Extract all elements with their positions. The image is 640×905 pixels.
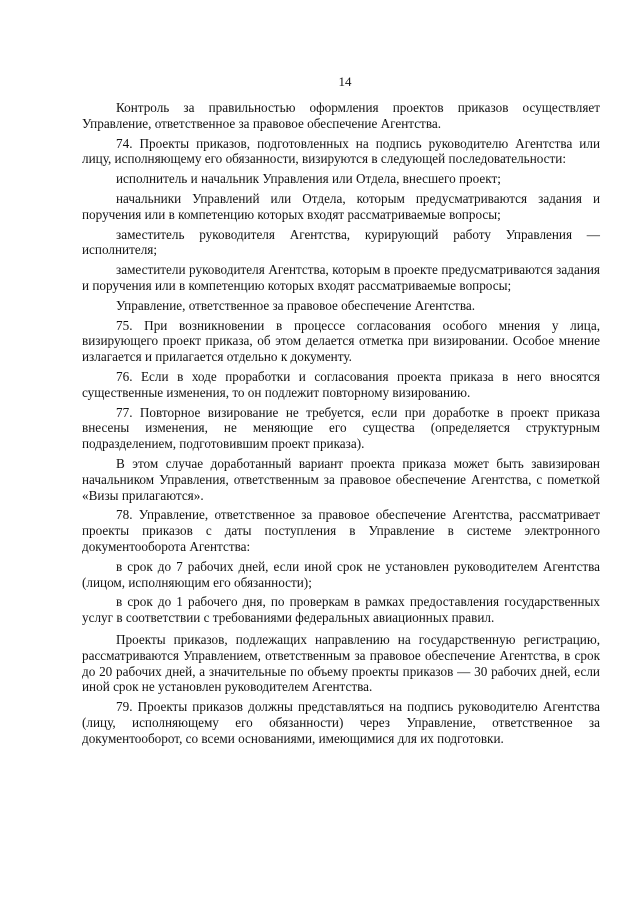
document-body [82,100,600,746]
paragraph-78: 78. Управление, ответственное за правовое обеспечение Агентства, рассматривает проекты приказов с даты поступления в Управление в системе электронного документооборота Агентства: [82,507,600,554]
list-item-deputies: заместители руководителя Агентства, которым в проекте предусматриваются задания и поручения или в компетенцию которых входят рассматриваемые вопросы; [82,262,600,293]
list-item-7-days: в срок до 7 рабочих дней, если иной срок не установлен руководителем Агентства (лицом, исполняющим его обязанности); [82,558,600,590]
paragraph-registration: Проекты приказов, подлежащих направлению на государственную регистрацию, рассматриваются Управлением, ответственным за правовое обеспечение Агентства, в срок до 20 рабочих дней, а значительные по объему проекты приказов — 30 рабочих дней, если иной срок не установлен руководителем Агентства. [82,631,600,695]
paragraph-77-continued: В этом случае доработанный вариант проекта приказа может быть завизирован начальником Управления, ответственным за правовое обеспечение Агентства, с пометкой «Визы прилагаются». [82,455,600,503]
list-item-department-heads: начальники Управлений или Отдела, которым предусматриваются задания и поручения или в компетенцию которых входят рассматриваемые вопросы; [82,190,600,222]
list-item-1-day: в срок до 1 рабочего дня, по проверкам в рамках предоставления государственных услуг в соответствии с требованиями федеральных авиационных правил. [82,594,600,626]
paragraph-76: 76. Если в ходе проработки и согласования проекта приказа в него вносятся существенные изменения, то он подлежит повторному визированию. [82,368,600,400]
list-item-executor: исполнитель и начальник Управления или Отдела, внесшего проект; [116,171,501,187]
page-number: 14 [338,74,352,89]
paragraph-79: 79. Проекты приказов должны представляться на подпись руководителю Агентства (лицу, исполняющему его обязанности) через Управление, ответственное за документооборот, со всеми основаниями, имеющимися для их подготовки. [82,699,600,746]
paragraph-control-note: Контроль за правильностью оформления проектов приказов осуществляет Управление, ответственное за правовое обеспечение Агентства. [82,100,600,131]
paragraph-75: 75. При возникновении в процессе согласования особого мнения у лица, визирующего проект приказа, об этом делается отметка при визировании. Особое мнение излагается и прилагается отдельно к документу. [82,317,600,365]
list-item-deputy-curator: заместитель руководителя Агентства, курирующий работу Управления — исполнителя; [82,226,600,258]
paragraph-77: 77. Повторное визирование не требуется, если при доработке в проект приказа внесены изменения, не меняющие его существа (определяется структурным подразделением, подготовившим проект приказа). [82,404,600,452]
paragraph-74: 74. Проекты приказов, подготовленных на подпись руководителю Агентства или лицу, исполняющему его обязанности, визируются в следующей последовательности: [82,135,600,167]
list-item-legal-department: Управление, ответственное за правовое обеспечение Агентства. [116,297,476,313]
